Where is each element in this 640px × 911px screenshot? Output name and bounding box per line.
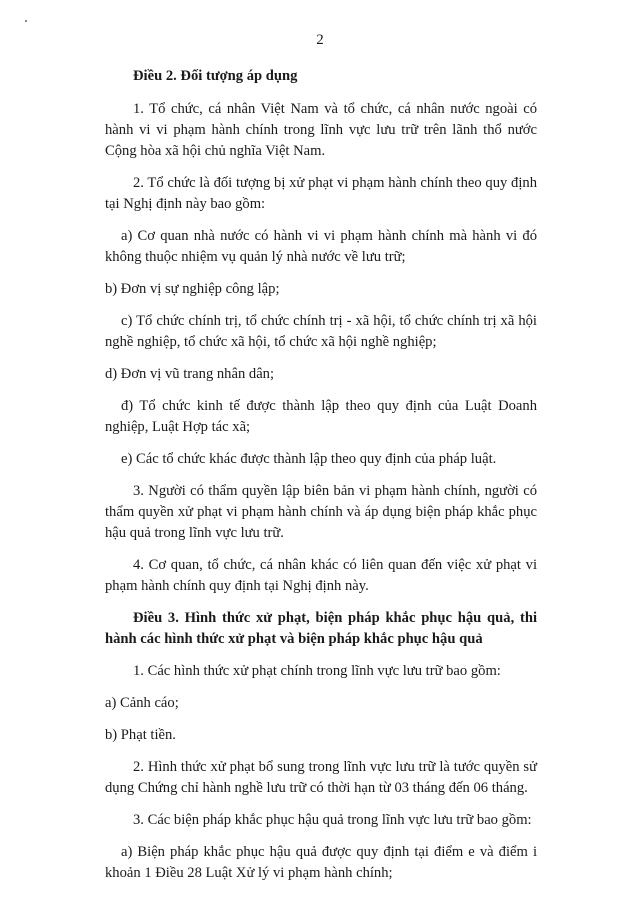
document-body	[105, 66, 537, 895]
article-2-item-c: c) Tổ chức chính trị, tổ chức chính trị - xã hội, tổ chức chính trị xã hội nghề nghiệp, tổ chức xã hội, tổ chức xã hội nghề nghiệp;	[105, 313, 537, 350]
article-2-paragraph-1: 1. Tổ chức, cá nhân Việt Nam và tổ chức, cá nhân nước ngoài có hành vi vi phạm hành chính trong lĩnh vực lưu trữ trên lãnh thổ nước Cộng hòa xã hội chủ nghĩa Việt Nam.	[105, 101, 537, 159]
article-2-paragraph-4: 4. Cơ quan, tổ chức, cá nhân khác có liên quan đến việc xử phạt vi phạm hành chính quy định tại Nghị định này.	[105, 557, 537, 594]
article-2-item-b: b) Đơn vị sự nghiệp công lập;	[105, 281, 280, 297]
article-2-item-a: a) Cơ quan nhà nước có hành vi vi phạm hành chính mà hành vi đó không thuộc nhiệm vụ quản lý nhà nước về lưu trữ;	[105, 228, 537, 265]
article-3-paragraph-3-item-a: a) Biện pháp khắc phục hậu quả được quy định tại điểm e và điểm i khoản 1 Điều 28 Luật Xử lý vi phạm hành chính;	[105, 844, 537, 881]
article-2-item-d: d) Đơn vị vũ trang nhân dân;	[105, 366, 275, 382]
article-3-item-b: b) Phạt tiền.	[105, 727, 176, 743]
article-2-paragraph-2: 2. Tổ chức là đối tượng bị xử phạt vi phạm hành chính theo quy định tại Nghị định này bao gồm:	[105, 175, 537, 212]
article-2-item-dd: đ) Tổ chức kinh tế được thành lập theo quy định của Luật Doanh nghiệp, Luật Hợp tác xã;	[105, 398, 537, 435]
article-3-item-a: a) Cảnh cáo;	[105, 695, 179, 711]
article-2-paragraph-3: 3. Người có thẩm quyền lập biên bản vi phạm hành chính, người có thẩm quyền xử phạt vi phạm hành chính và áp dụng biện pháp khắc phục hậu quả trong lĩnh vực lưu trữ.	[105, 483, 537, 541]
article-2-item-e: e) Các tổ chức khác được thành lập theo quy định của pháp luật.	[121, 451, 497, 467]
article-3-paragraph-2: 2. Hình thức xử phạt bổ sung trong lĩnh vực lưu trữ là tước quyền sử dụng Chứng chỉ hành nghề lưu trữ có thời hạn từ 03 tháng đến 06 tháng.	[105, 759, 537, 796]
article-3-paragraph-3: 3. Các biện pháp khắc phục hậu quả trong lĩnh vực lưu trữ bao gồm:	[133, 812, 532, 828]
article-3-heading: Điều 3. Hình thức xử phạt, biện pháp khắc phục hậu quả, thi hành các hình thức xử phạt và biện pháp khắc phục hậu quả	[105, 610, 537, 647]
article-2-heading: Điều 2. Đối tượng áp dụng	[133, 68, 298, 84]
article-3-paragraph-1: 1. Các hình thức xử phạt chính trong lĩnh vực lưu trữ bao gồm:	[133, 663, 501, 679]
page-number: 2	[316, 32, 324, 48]
scan-speck	[25, 20, 27, 22]
